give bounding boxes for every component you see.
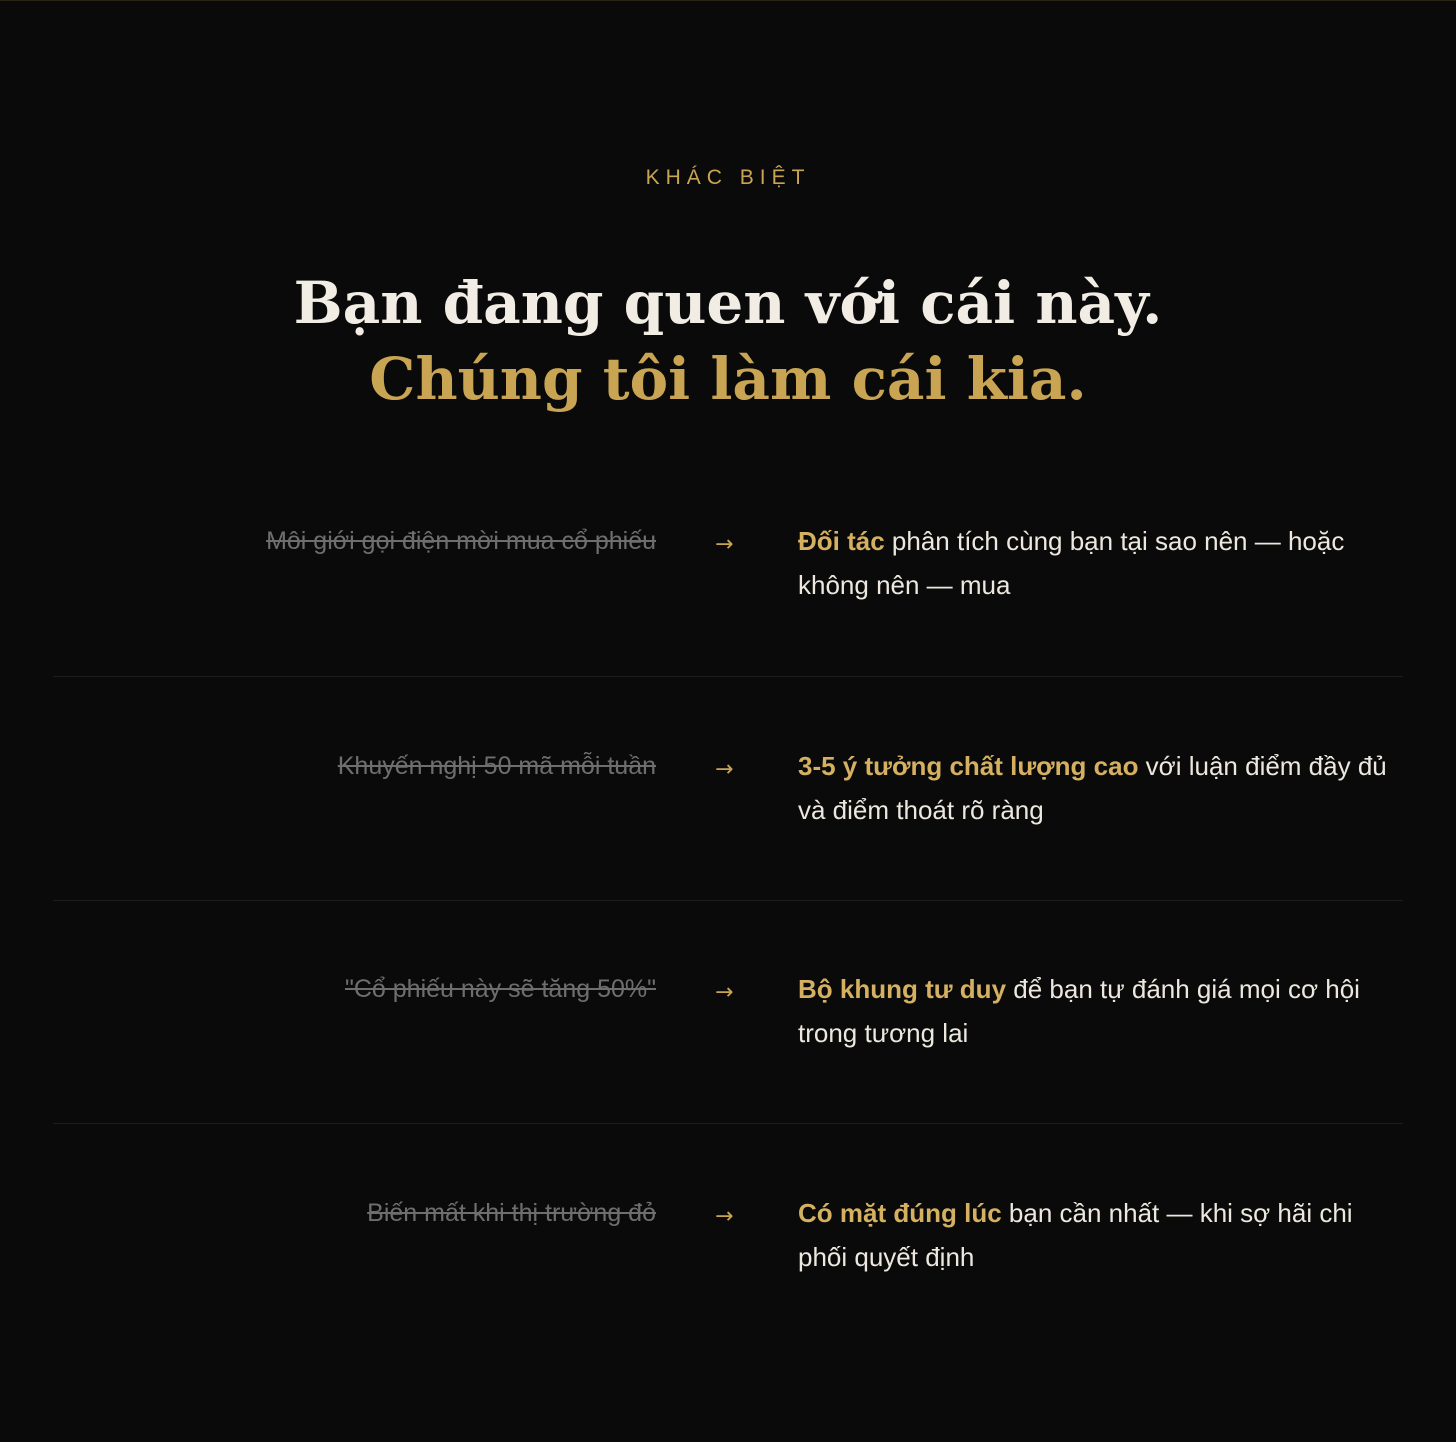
new-approach-description: phân tích cùng bạn tại sao nên — hoặc không nên — mua [798,526,1345,600]
old-approach-text: Môi giới gọi điện mời mua cổ phiếu [266,527,656,555]
headline-line-1: Bạn đang quen với cái này. [293,269,1163,337]
row-divider [53,1123,1403,1124]
old-approach-text: Khuyến nghị 50 mã mỗi tuần [337,752,656,780]
new-approach-highlight: Đối tác [798,526,885,556]
arrow-right-icon: → [715,757,734,782]
comparison-row [0,967,1456,1087]
new-approach-description: với luận điểm đầy đủ và điểm thoát rõ ràng [798,751,1387,825]
new-approach-highlight: Bộ khung tư duy [798,974,1007,1004]
new-approach-description: để bạn tự đánh giá mọi cơ hội trong tương lai [798,974,1360,1048]
arrow-right-icon: → [715,532,734,557]
arrow-right-icon: → [715,980,734,1005]
comparison-row [0,519,1456,639]
arrow-right-icon: → [715,1204,734,1229]
section-eyebrow: KHÁC BIỆT [645,166,811,189]
new-approach-highlight: 3-5 ý tưởng chất lượng cao [798,751,1139,781]
section-headline [0,265,1456,417]
new-approach-description: bạn cần nhất — khi sợ hãi chi phối quyết định [798,1198,1353,1272]
row-divider [53,900,1403,901]
new-approach-text [798,744,1398,832]
comparison-row [0,744,1456,864]
old-approach-text: "Cổ phiếu này sẽ tăng 50%" [344,975,656,1003]
comparison-row [0,1191,1456,1311]
new-approach-highlight: Có mặt đúng lúc [798,1198,1002,1228]
new-approach-text [798,1191,1398,1279]
headline-line-2: Chúng tôi làm cái kia. [369,345,1087,413]
old-approach-text: Biến mất khi thị trường đỏ [367,1199,656,1227]
row-divider [53,676,1403,677]
new-approach-text [798,967,1398,1055]
new-approach-text [798,519,1398,607]
